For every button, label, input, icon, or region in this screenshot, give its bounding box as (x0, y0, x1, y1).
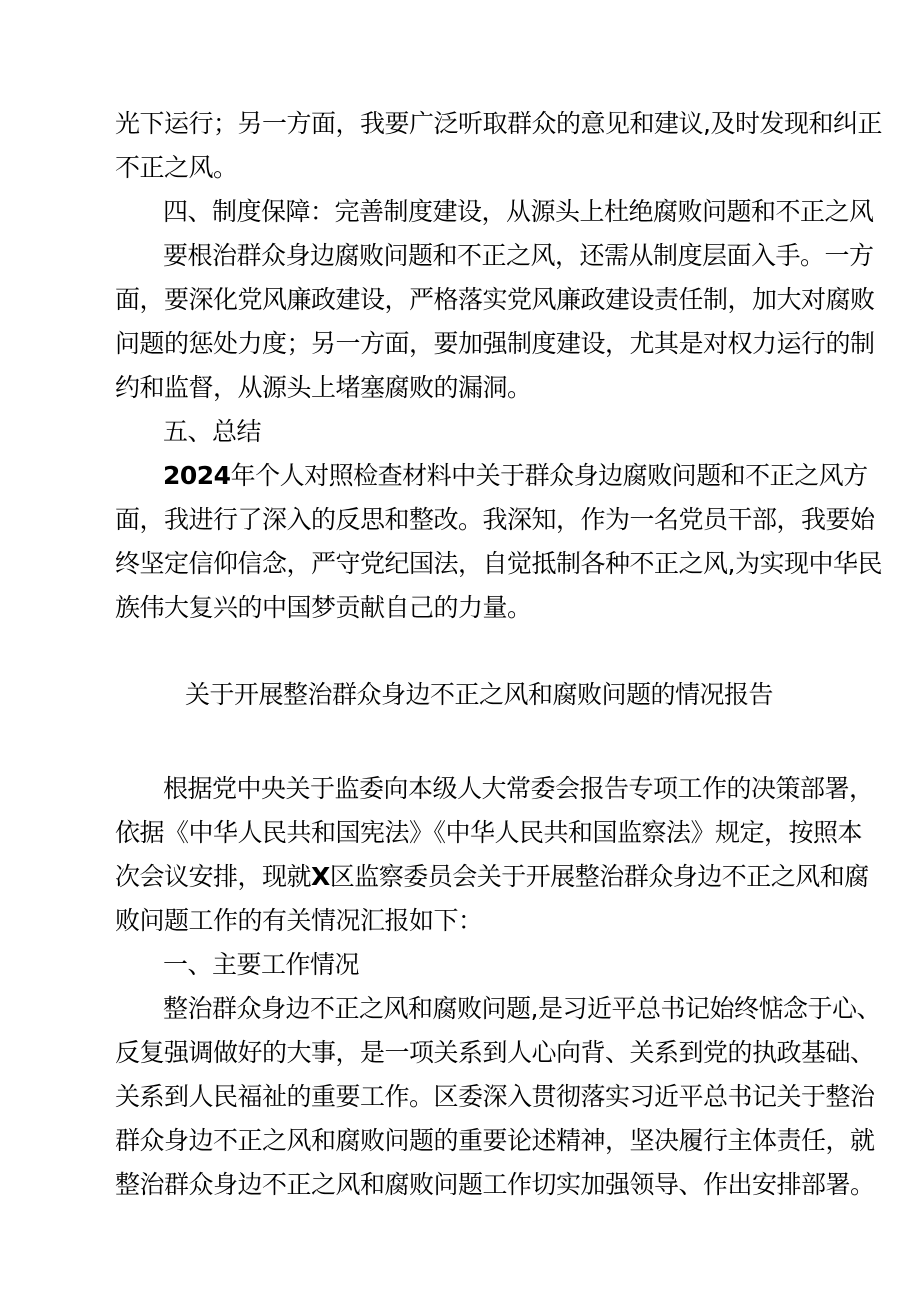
text-line: 族伟大复兴的中国梦贡献自己的力量。 (115, 593, 532, 622)
text-line: 整治群众身边不正之风和腐败问题,是习近平总书记始终惦念于心、 (163, 994, 881, 1023)
text-line: 终坚定信仰信念，严守党纪国法，自觉抵制各种不正之风,为实现中华民 (115, 549, 882, 578)
text-line: 问题的惩处力度；另一方面，要加强制度建设，尤其是对权力运行的制 (115, 329, 875, 358)
text-line (115, 454, 868, 498)
text-line: 要根治群众身边腐败问题和不正之风，还需从制度层面入手。一方 (163, 241, 874, 270)
year-text: 2024 (163, 461, 231, 490)
text-line: 根据党中央关于监委向本级人大常委会报告专项工作的决策部署， (163, 774, 874, 803)
section-heading-one: 一、主要工作情况 (163, 950, 360, 979)
text-line: 面，要深化党风廉政建设，严格落实党风廉政建设责任制，加大对腐败 (115, 285, 875, 314)
text-line: 反复强调做好的大事，是一项关系到人心向背、关系到党的执政基础、 (115, 1038, 875, 1067)
section-heading-four: 四、制度保障：完善制度建设，从源头上杜绝腐败问题和不正之风 (163, 197, 874, 226)
report-body (115, 767, 881, 1207)
text-line: 整治群众身边不正之风和腐败问题工作切实加强领导、作出安排部署。 (115, 1170, 875, 1199)
paragraph-continuation (115, 102, 882, 630)
text-line: 群众身边不正之风和腐败问题的重要论述精神，坚决履行主体责任，就 (115, 1126, 875, 1155)
text-line: 约和监督，从源头上堵塞腐败的漏洞。 (115, 373, 532, 402)
text-line: 面，我进行了深入的反思和整改。我深知，作为一名党员干部，我要始 (115, 505, 875, 534)
district-placeholder: X (311, 862, 330, 891)
report-title: 关于开展整治群众身边不正之风和腐败问题的情况报告 (184, 680, 773, 709)
text-line: 关系到人民福祉的重要工作。区委深入贯彻落实习近平总书记关于整治 (115, 1082, 875, 1111)
text-line: 光下运行；另一方面，我要广泛听取群众的意见和建议,及时发现和纠正 (115, 109, 882, 138)
text-line: 依据《中华人民共和国宪法》《中华人民共和国监察法》规定，按照本 (115, 818, 863, 847)
text-line (115, 855, 869, 899)
section-heading-five: 五、总结 (163, 417, 262, 446)
text-line: 不正之风。 (115, 153, 238, 182)
text-fragment: 区监察委员会关于开展整治群众身边不正之风和腐 (329, 862, 869, 891)
text-fragment: 次会议安排，现就 (115, 862, 312, 891)
text-fragment: 年个人对照检查材料中关于群众身边腐败问题和不正之风方 (230, 461, 868, 490)
text-line: 败问题工作的有关情况汇报如下： (115, 906, 483, 935)
